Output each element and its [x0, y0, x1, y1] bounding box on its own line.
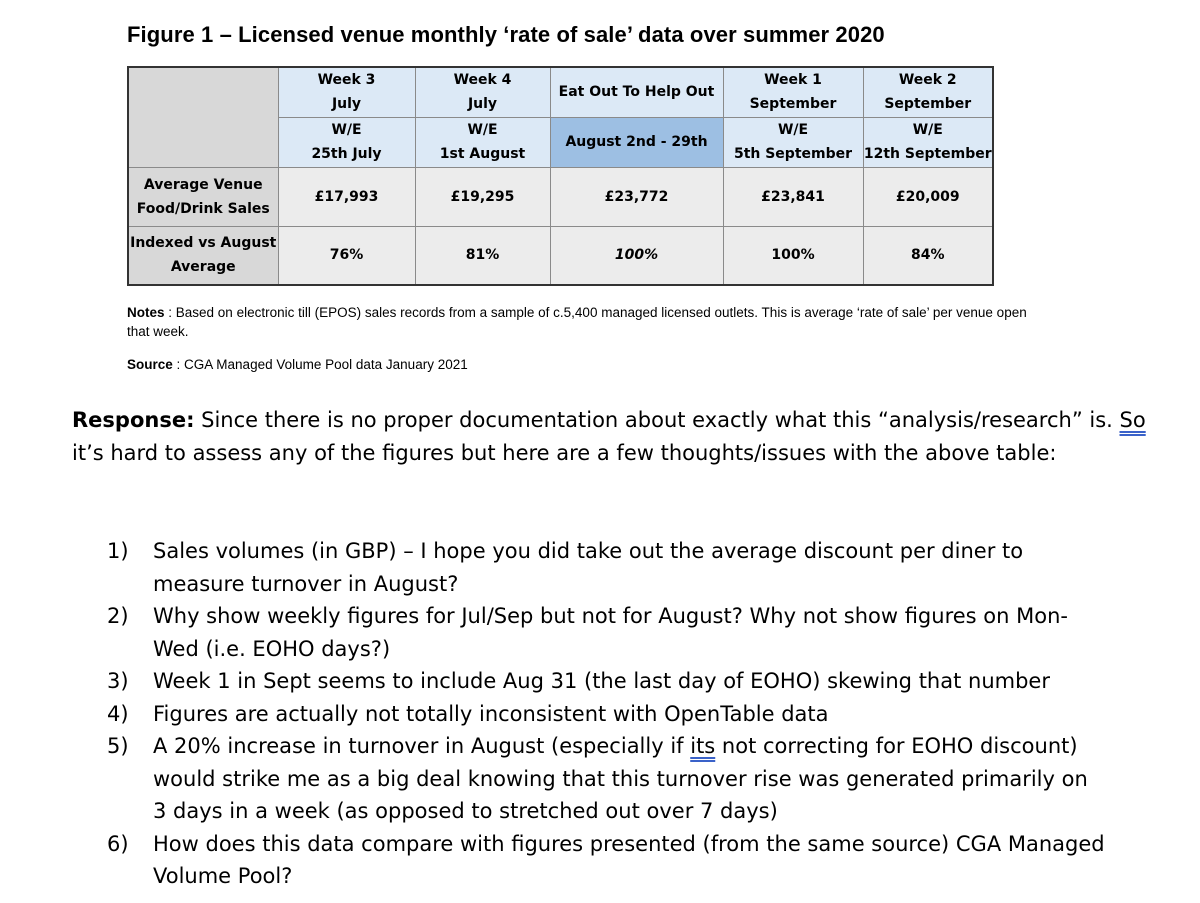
- list-item-number: 5): [107, 734, 129, 758]
- list-item: [107, 828, 1107, 893]
- list-item-number: 1): [107, 539, 129, 563]
- list-item-text: Figures are actually not totally inconsistent with OpenTable data: [153, 701, 829, 726]
- cell-value: £17,993: [278, 167, 415, 226]
- cell-value: £20,009: [863, 167, 993, 226]
- source-label: Source: [127, 357, 173, 372]
- cell-value: £19,295: [415, 167, 550, 226]
- list-item-text-before: A 20% increase in turnover in August (especially if: [153, 734, 691, 758]
- cell-value: 84%: [863, 226, 993, 285]
- list-item: [107, 600, 1107, 665]
- response-paragraph: [72, 404, 1152, 469]
- list-item-text: Sales volumes (in GBP) – I hope you did take out the average discount per diner to measure turnover in August?: [153, 539, 1024, 596]
- row-label-average-sales: Average Venue Food/Drink Sales: [128, 167, 278, 226]
- figure-title: Figure 1 – Licensed venue monthly ‘rate of sale’ data over summer 2020: [127, 22, 885, 47]
- col-header-week4-july: Week 4 July: [415, 67, 550, 117]
- list-item: [107, 535, 1107, 600]
- list-item-text: Why show weekly figures for Jul/Sep but not for August? Why not show figures on Mon-Wed (i.e. EOHO days?): [153, 604, 1068, 661]
- list-item: [107, 730, 1107, 828]
- cell-value: £23,841: [723, 167, 863, 226]
- list-item-number: 6): [107, 831, 129, 856]
- col-header-week3-july: Week 3 July: [278, 67, 415, 117]
- list-item: [107, 665, 1107, 698]
- list-item: [107, 698, 1107, 731]
- table-row: [128, 167, 993, 226]
- response-lead: Response:: [72, 408, 195, 432]
- table-source: [127, 357, 468, 372]
- list-item-text: Week 1 in Sept seems to include Aug 31 (the last day of EOHO) skewing that number: [153, 669, 1050, 693]
- row-label-indexed: Indexed vs August Average: [128, 226, 278, 285]
- notes-text: : Based on electronic till (EPOS) sales records from a sample of c.5,400 managed licensed outlets. This is average ‘rate of sale’ per venue open that week.: [127, 305, 1027, 339]
- col-header-week2-september: Week 2 September: [863, 67, 993, 117]
- issues-list: [107, 535, 1107, 893]
- notes-label: Notes: [127, 305, 165, 320]
- col-header-week1-september: Week 1 September: [723, 67, 863, 117]
- table-notes: [127, 303, 1027, 341]
- cell-value: 100%: [723, 226, 863, 285]
- col-subheader-eoho-dates: August 2nd - 29th: [550, 117, 723, 167]
- list-item-underlined-word: its: [690, 734, 716, 758]
- cell-value: 100%: [550, 226, 723, 285]
- sales-table: [127, 66, 994, 286]
- list-item-number: 4): [107, 701, 129, 726]
- cell-value: £23,772: [550, 167, 723, 226]
- response-text-before: Since there is no proper documentation about exactly what this “analysis/research” is.: [194, 408, 1120, 432]
- col-subheader-we-1st-august: W/E 1st August: [415, 117, 550, 167]
- col-subheader-we-25th-july: W/E 25th July: [278, 117, 415, 167]
- cell-value: 76%: [278, 226, 415, 285]
- source-text: : CGA Managed Volume Pool data January 2021: [172, 357, 468, 372]
- list-item-text: [153, 730, 1107, 828]
- table-row: [128, 226, 993, 285]
- table-corner-cell: [128, 67, 278, 167]
- response-text-after: it’s hard to assess any of the figures but here are a few thoughts/issues with the above table:: [72, 440, 1057, 465]
- col-subheader-we-12th-september: W/E 12th September: [863, 117, 993, 167]
- list-item-number: 2): [107, 604, 129, 628]
- cell-value: 81%: [415, 226, 550, 285]
- col-subheader-we-5th-september: W/E 5th September: [723, 117, 863, 167]
- list-item-number: 3): [107, 669, 129, 693]
- response-underlined-word: So: [1119, 408, 1146, 432]
- col-header-eoho: Eat Out To Help Out: [550, 67, 723, 117]
- list-item-text: How does this data compare with figures presented (from the same source) CGA Managed Volume Pool?: [153, 831, 1105, 888]
- list-item-text-after: not correcting for EOHO discount) would strike me as a big deal knowing that this turnover rise was generated primarily on 3 days in a week (as opposed to stretched out over 7 days): [153, 734, 1088, 823]
